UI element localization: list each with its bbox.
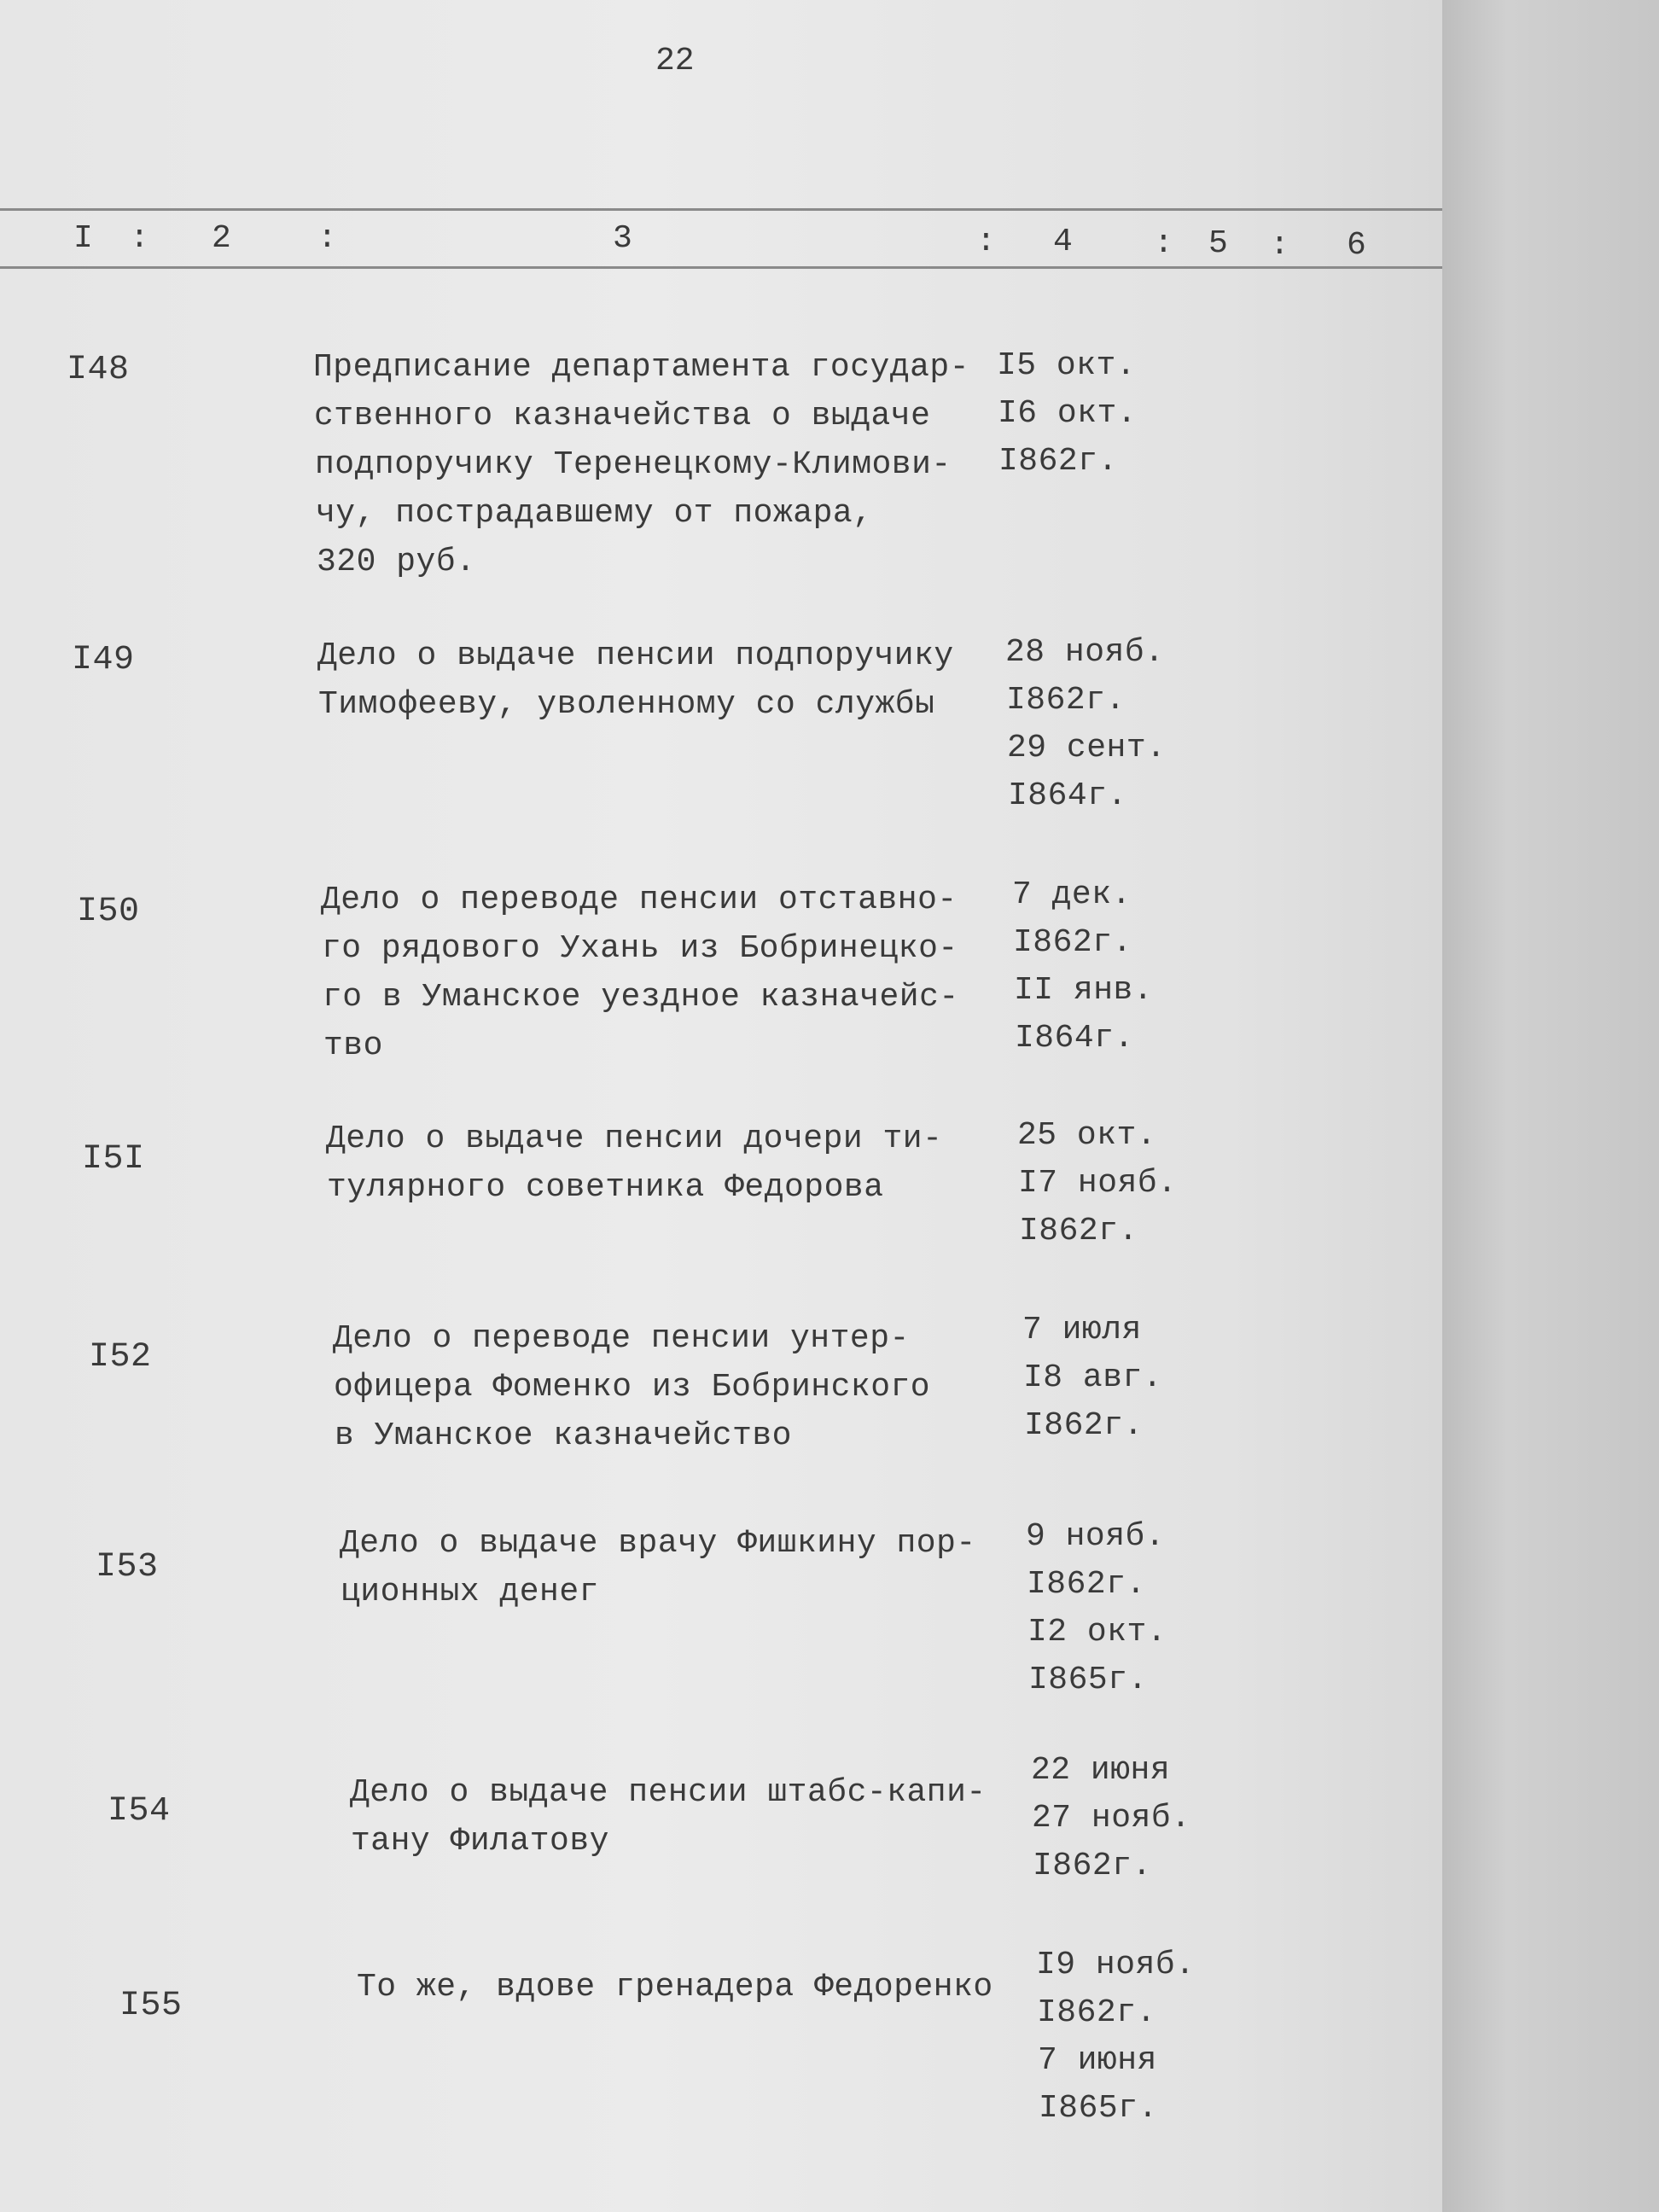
column-separator: :: [976, 224, 996, 260]
entry-title-line: тво: [323, 1027, 383, 1064]
entry-date-line: I862г.: [998, 443, 1118, 480]
entry-date-line: I7 нояб.: [1018, 1165, 1178, 1202]
column-header-3: 3: [613, 220, 632, 257]
entry-date-line: 7 дек.: [1012, 876, 1132, 913]
entry-date-line: I862г.: [1024, 1407, 1144, 1444]
entry-date-line: 28 нояб.: [1005, 634, 1165, 671]
entry-date-line: 27 нояб.: [1032, 1800, 1191, 1837]
entry-title-line: подпоручику Теренецкому-Климови-: [315, 446, 952, 483]
entry-title-line: го рядового Ухань из Бобринецко-: [322, 930, 958, 967]
entry-title-line: 320 руб.: [317, 544, 476, 580]
entry-date-line: I862г.: [1006, 682, 1126, 719]
entry-date-line: I5 окт.: [997, 347, 1137, 384]
entry-number: I53: [96, 1548, 159, 1586]
entry-title-line: Дело о выдаче врачу Фишкину пор-: [340, 1525, 976, 1562]
entry-date-line: I862г.: [1019, 1213, 1138, 1249]
entry-date-line: 7 июня: [1038, 2042, 1157, 2079]
entry-date-line: I862г.: [1033, 1848, 1152, 1884]
entry-date-line: I865г.: [1028, 1662, 1148, 1698]
entry-title-line: Дело о выдаче пенсии штабс-капи-: [350, 1774, 987, 1811]
entry-number: I49: [72, 641, 135, 679]
entry-date-line: 25 окт.: [1017, 1117, 1157, 1154]
header-top-rule: [0, 208, 1442, 211]
entry-date-line: I6 окт.: [998, 395, 1138, 432]
entry-title-line: тану Филатову: [351, 1823, 609, 1860]
entry-title-line: Дело о выдаче пенсии дочери ти-: [326, 1121, 943, 1157]
entry-number: I50: [77, 893, 140, 931]
entry-title-line: Тимофееву, уволенному со службы: [318, 686, 935, 723]
entry-title-line: То же, вдове гренадера Федоренко: [357, 1969, 993, 2005]
entry-title-line: в Уманское казначейство: [335, 1417, 792, 1454]
entry-number: I55: [119, 1987, 183, 2025]
entry-date-line: 9 нояб.: [1026, 1518, 1166, 1555]
background-surface: [1442, 0, 1659, 2212]
entry-title-line: Дело о выдаче пенсии подпоручику: [317, 637, 954, 674]
entry-title-line: Предписание департамента государ-: [313, 349, 970, 386]
column-separator: :: [317, 220, 337, 257]
entry-date-line: 29 сент.: [1007, 730, 1167, 766]
entry-date-line: I862г.: [1013, 924, 1132, 961]
page-number: 22: [655, 43, 695, 79]
column-header-2: 2: [212, 220, 231, 257]
entry-title-line: го в Уманское уездное казначейс-: [323, 979, 959, 1016]
column-header-1: I: [73, 220, 93, 257]
entry-title-line: ственного казначейства о выдаче: [314, 398, 931, 434]
entry-date-line: I8 авг.: [1023, 1359, 1163, 1396]
column-header-5: 5: [1208, 225, 1228, 262]
entry-number: I54: [108, 1792, 171, 1831]
entry-number: I48: [67, 351, 130, 389]
entry-date-line: I2 окт.: [1027, 1614, 1167, 1650]
entry-date-line: I864г.: [1015, 1020, 1134, 1057]
entry-title-line: тулярного советника Федорова: [327, 1169, 884, 1206]
entry-date-line: I9 нояб.: [1036, 1947, 1196, 1983]
entry-date-line: 22 июня: [1031, 1752, 1171, 1789]
entry-date-line: I865г.: [1039, 2090, 1158, 2127]
entry-date-line: 7 июля: [1022, 1312, 1142, 1348]
entry-title-line: Дело о переводе пенсии отставно-: [321, 882, 958, 918]
entry-number: I52: [89, 1338, 152, 1377]
column-separator: :: [1270, 227, 1289, 264]
entry-date-line: I862г.: [1037, 1994, 1156, 2031]
entry-date-line: I862г.: [1027, 1566, 1146, 1603]
entry-title-line: Дело о переводе пенсии унтер-: [333, 1320, 910, 1357]
header-bottom-rule: [0, 266, 1442, 269]
column-separator: :: [1154, 225, 1173, 262]
entry-title-line: ционных денег: [341, 1574, 599, 1610]
entry-date-line: I864г.: [1008, 777, 1127, 814]
column-header-6: 6: [1347, 227, 1366, 264]
entry-date-line: II янв.: [1014, 972, 1154, 1009]
entry-title-line: чу, пострадавшему от пожара,: [316, 495, 873, 532]
column-header-4: 4: [1053, 224, 1073, 260]
entry-title-line: офицера Фоменко из Бобринского: [334, 1369, 931, 1406]
entry-number: I5I: [82, 1140, 145, 1179]
column-separator: :: [130, 220, 149, 257]
